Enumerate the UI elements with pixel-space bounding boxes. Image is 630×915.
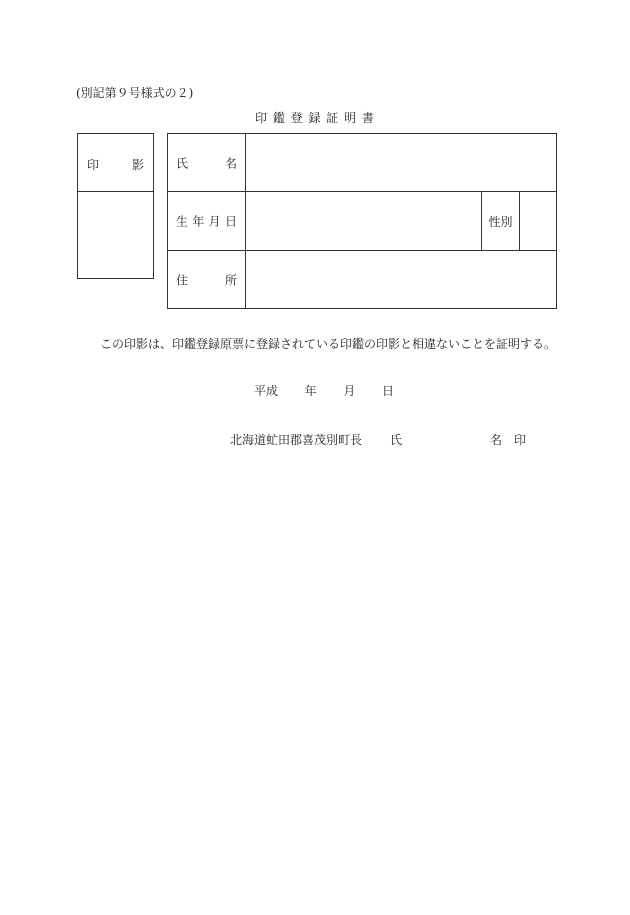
birthdate-value-cell — [246, 192, 482, 250]
seal-impression-box — [77, 133, 154, 279]
address-value-cell — [246, 251, 556, 309]
birthdate-label-char: 日 — [224, 214, 237, 229]
document-title: 印 鑑 登 録 証 明 書 — [255, 111, 375, 125]
address-label-char: 所 — [224, 273, 237, 288]
birthdate-label — [176, 213, 237, 230]
sex-value-cell — [520, 192, 556, 250]
birthdate-label-char: 生 — [176, 214, 189, 229]
name-label-cell — [168, 134, 246, 191]
signer-title: 北海道虻田郡喜茂別町長 — [230, 433, 363, 447]
seal-impression-header — [78, 134, 153, 192]
signer-line — [230, 431, 402, 448]
name-row — [168, 134, 556, 192]
signer-surname-label: 氏 — [390, 433, 403, 447]
issue-date — [254, 382, 394, 399]
date-era: 平成 — [254, 384, 279, 398]
certification-statement: この印影は、印鑑登録原票に登録されている印鑑の印影と相違ないことを証明する。 — [100, 337, 557, 351]
seal-label-char: 影 — [131, 158, 144, 172]
address-label-cell — [168, 251, 246, 309]
birthdate-label-char: 月 — [208, 214, 221, 229]
official-seal-mark: 印 — [514, 433, 527, 447]
birthdate-label-cell — [168, 192, 246, 250]
address-row — [168, 251, 556, 309]
name-value-cell — [246, 134, 556, 191]
name-label-char: 氏 — [176, 156, 189, 170]
sex-label: 性別 — [488, 214, 513, 229]
address-label — [176, 272, 237, 289]
signer-given-name-label: 名 — [490, 433, 503, 447]
date-day-label: 日 — [381, 384, 394, 398]
name-label-char: 名 — [224, 156, 237, 170]
registrant-info-table — [167, 133, 557, 309]
seal-impression-label — [87, 156, 144, 173]
form-number: (別記第９号様式の２) — [76, 86, 194, 100]
sex-label-cell — [482, 192, 520, 250]
name-label — [176, 154, 237, 171]
date-month-label: 月 — [343, 384, 356, 398]
birthdate-label-char: 年 — [192, 214, 205, 229]
seal-label-char: 印 — [87, 158, 100, 172]
address-label-char: 住 — [176, 273, 189, 288]
birthdate-row — [168, 192, 556, 251]
date-year-label: 年 — [304, 384, 317, 398]
